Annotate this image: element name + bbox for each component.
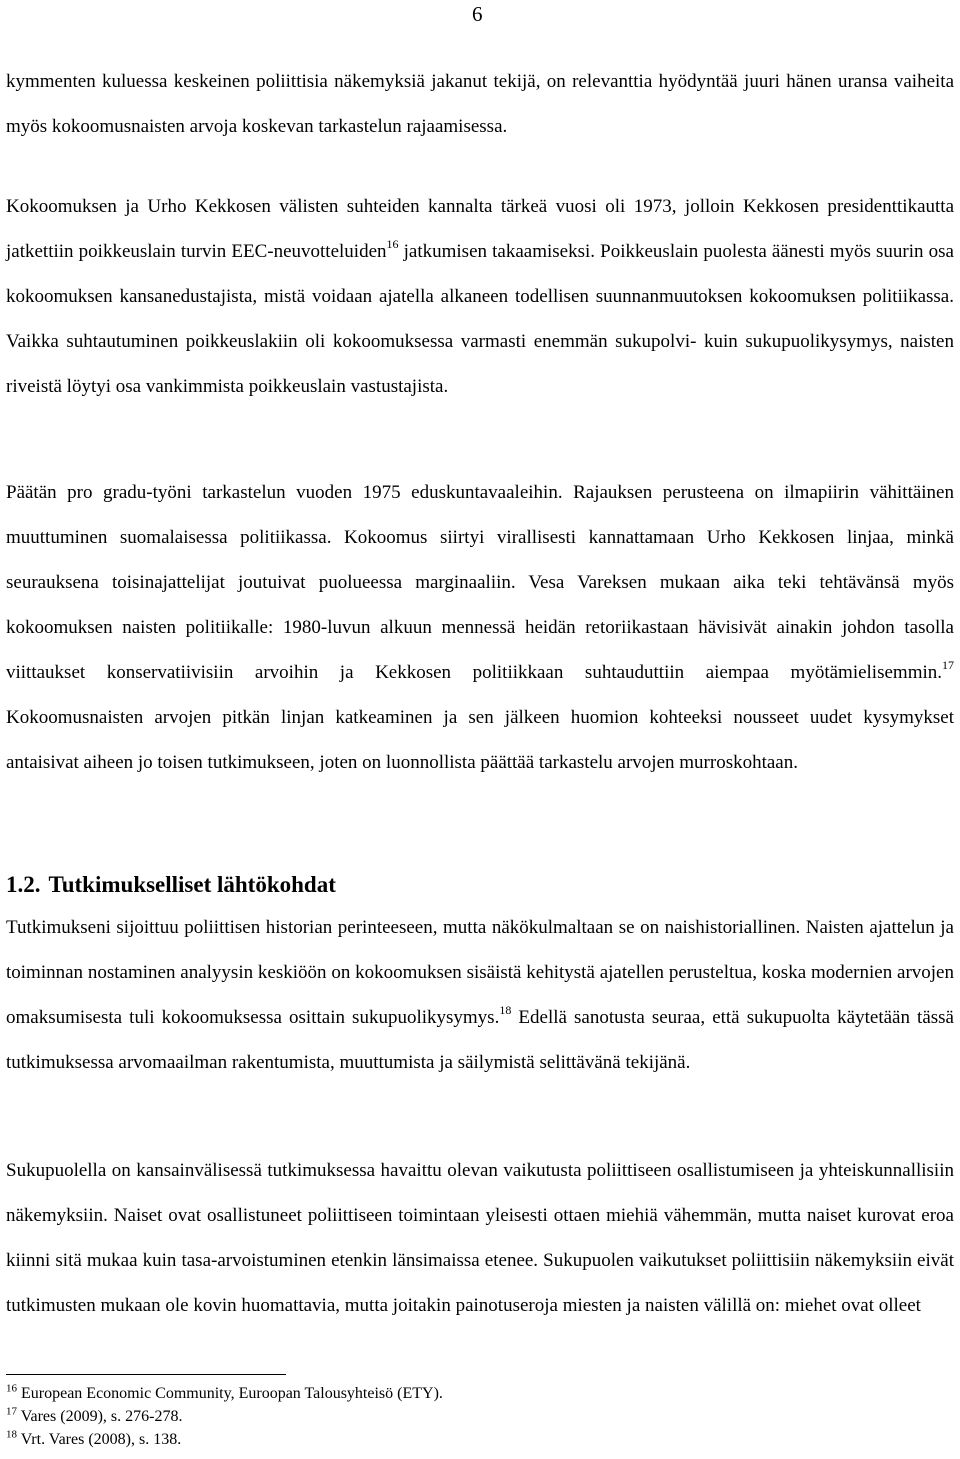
footnote-ref-17[interactable]: 17 (942, 657, 954, 672)
paragraph-4 (6, 905, 954, 1085)
section-heading (6, 870, 336, 900)
paragraph-1 (6, 59, 954, 149)
footnote-text: Vrt. Vares (2008), s. 138. (17, 1431, 182, 1448)
footnote-16 (6, 1382, 946, 1405)
paragraph-3-text-a: Päätän pro gradu-työni tarkastelun vuoden 1975 eduskuntavaaleihin. Rajauksen perusteena on ilmapiirin vähittäinen muuttuminen suomalaisessa politiikassa. Kokoomus siirtyi virallisesti kannattamaan Urho Kekkosen linjaa, minkä seurauksena toisinajattelijat joutuivat puolueessa marginaaliin. Vesa Vareksen mukaan aika teki tehtävänsä myös kokoomuksen naisten politiikalle: 1980-luvun alkuun mennessä heidän retoriikastaan hävisivät ainakin johdon tasolla viittaukset konservatiivisiin arvoihin ja Kekkosen politiikkaan suhtauduttiin aiempaa myötämielisemmin. (6, 482, 954, 683)
paragraph-3-text-b: Kokoomusnaisten arvojen pitkän linjan katkeaminen ja sen jälkeen huomion kohteeksi nousseet uudet kysymykset antaisivat aiheen jo toisen tutkimukseen, joten on luonnollista päättää tarkastelu arvojen murroskohtaan. (6, 707, 954, 773)
footnote-ref-18[interactable]: 18 (499, 1002, 512, 1017)
paragraph-4-text-b: Edellä sanotusta seuraa, että sukupuolta käytetään tässä tutkimuksessa arvomaailman rakentumista, muuttumista ja säilymistä selittävänä tekijänä. (6, 1007, 954, 1073)
footnotes (6, 1382, 946, 1451)
paragraph-5-text: Sukupuolella on kansainvälisessä tutkimuksessa havaittu olevan vaikutusta poliittiseen osallistumiseen ja yhteiskunnallisiin näkemyksiin. Naiset ovat osallistuneet poliittiseen toimintaan yleisesti ottaen miehiä vähemmän, mutta naiset kurovat eroa kiinni sitä mukaa kuin tasa-arvoistuminen etenkin länsimaissa etenee. Sukupuolen vaikutukset poliittisiin näkemyksiin eivät tutkimusten mukaan ole kovin huomattavia, mutta joitakin painotuseroja miesten ja naisten välillä on: miehet ovat olleet (6, 1160, 954, 1316)
section-number: 1.2. (6, 872, 41, 897)
paragraph-4-text-a: Tutkimukseni sijoittuu poliittisen historian perinteeseen, mutta näkökulmaltaan se on naishistoriallinen. Naisten ajattelun ja toiminnan nostaminen analyysin keskiöön on kokoomuksen sisäistä kehitystä ajatellen perusteltua, koska modernien arvojen omaksumisesta tuli kokoomuksessa osittain sukupuolikysymys. (6, 917, 954, 1028)
page-number: 6 (472, 2, 483, 26)
footnote-ref-16[interactable]: 16 (386, 236, 399, 251)
paragraph-2-text-a: Kokoomuksen ja Urho Kekkosen välisten suhteiden kannalta tärkeä vuosi oli 1973, jolloin Kekkosen presidenttikautta jatkettiin poikkeuslain turvin EEC-neuvotteluiden (6, 196, 954, 262)
section-title: Tutkimukselliset lähtökohdat (48, 872, 336, 897)
footnote-number: 18 (6, 1428, 17, 1441)
footnote-text: Vares (2009), s. 276-278. (17, 1408, 183, 1425)
footnote-number: 17 (6, 1405, 17, 1418)
footnote-separator (6, 1374, 286, 1375)
paragraph-5 (6, 1148, 954, 1328)
paragraph-3 (6, 470, 954, 785)
paragraph-2 (6, 184, 954, 409)
paragraph-2-text-b: jatkumisen takaamiseksi. Poikkeuslain puolesta äänesti myös suurin osa kokoomuksen kansanedustajista, mistä voidaan ajatella alkaneen todellisen suunnanmuutoksen kokoomuksen politiikassa. Vaikka suhtautuminen poikkeuslakiin oli kokoomuksessa varmasti enemmän sukupolvi- kuin sukupuolikysymys, naisten riveistä löytyi osa vankimmista poikkeuslain vastustajista. (6, 241, 954, 397)
paragraph-1-text: kymmenten kuluessa keskeinen poliittisia näkemyksiä jakanut tekijä, on relevanttia hyödyntää juuri hänen uransa vaiheita myös kokoomusnaisten arvoja koskevan tarkastelun rajaamisessa. (6, 71, 954, 137)
footnote-number: 16 (6, 1382, 17, 1395)
footnote-18 (6, 1428, 946, 1451)
footnote-text: European Economic Community, Euroopan Talousyhteisö (ETY). (17, 1385, 443, 1402)
footnote-17 (6, 1405, 946, 1428)
